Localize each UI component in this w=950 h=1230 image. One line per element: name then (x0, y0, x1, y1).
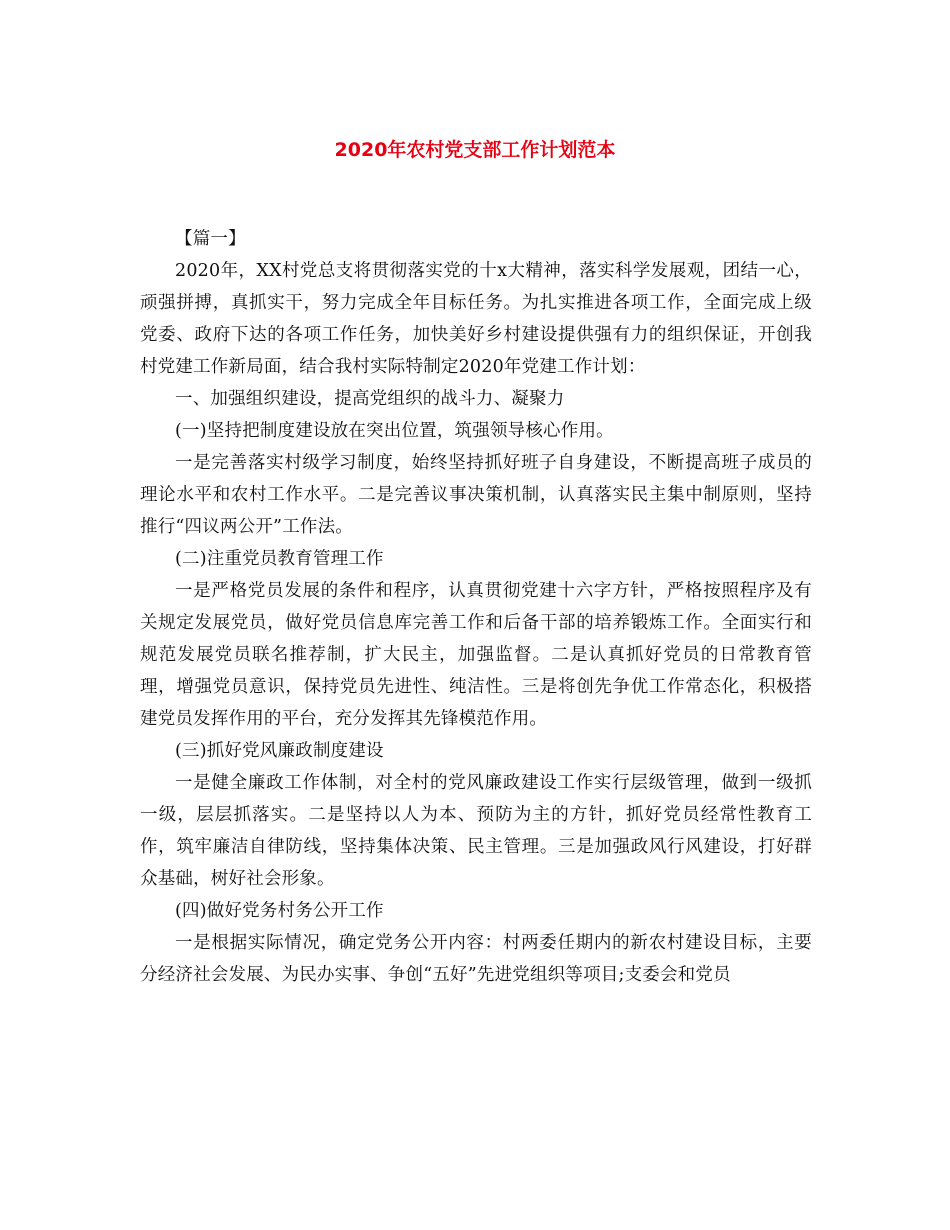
document-body (140, 223, 812, 991)
body-paragraph: 2020年，XX村党总支将贯彻落实党的十x大精神，落实科学发展观，团结一心，顽强拼搏，真抓实干，努力完成全年目标任务。为扎实推进各项工作，全面完成上级党委、政府下达的各项工作任务，加快美好乡村建设提供强有力的组织保证，开创我村党建工作新局面，结合我村实际特制定2020年党建工作计划： (140, 261, 812, 377)
subsection-heading: (二)注重党员教育管理工作 (175, 549, 384, 569)
document-title: 2020年农村党支部工作计划范本 (334, 139, 616, 161)
body-paragraph: 一是根据实际情况，确定党务公开内容：村两委任期内的新农村建设目标，主要分经济社会发展、为民办实事、争创“五好”先进党组织等项目;支委会和党员 (140, 933, 812, 985)
subsection-heading: (四)做好党务村务公开工作 (175, 901, 384, 921)
section-heading: 【篇一】 (175, 229, 246, 249)
body-paragraph: 一是健全廉政工作体制，对全村的党风廉政建设工作实行层级管理，做到一级抓一级，层层抓落实。二是坚持以人为本、预防为主的方针，抓好党员经常性教育工作，筑牢廉洁自律防线，坚持集体决策、民主管理。三是加强政风行风建设，打好群众基础，树好社会形象。 (140, 773, 812, 889)
body-paragraph: 一是完善落实村级学习制度，始终坚持抓好班子自身建设，不断提高班子成员的理论水平和农村工作水平。二是完善议事决策机制，认真落实民主集中制原则，坚持推行“四议两公开”工作法。 (140, 453, 812, 537)
subsection-heading: (一)坚持把制度建设放在突出位置，筑强领导核心作用。 (175, 421, 614, 441)
subsection-heading: (三)抓好党风廉政制度建设 (175, 741, 384, 761)
body-paragraph: 一是严格党员发展的条件和程序，认真贯彻党建十六字方针，严格按照程序及有关规定发展党员，做好党员信息库完善工作和后备干部的培养锻炼工作。全面实行和规范发展党员联名推荐制，扩大民主，加强监督。二是认真抓好党员的日常教育管理，增强党员意识，保持党员先进性、纯洁性。三是将创先争优工作常态化，积极搭建党员发挥作用的平台，充分发挥其先锋模范作用。 (140, 581, 812, 729)
section-heading: 一、加强组织建设，提高党组织的战斗力、凝聚力 (175, 389, 565, 409)
